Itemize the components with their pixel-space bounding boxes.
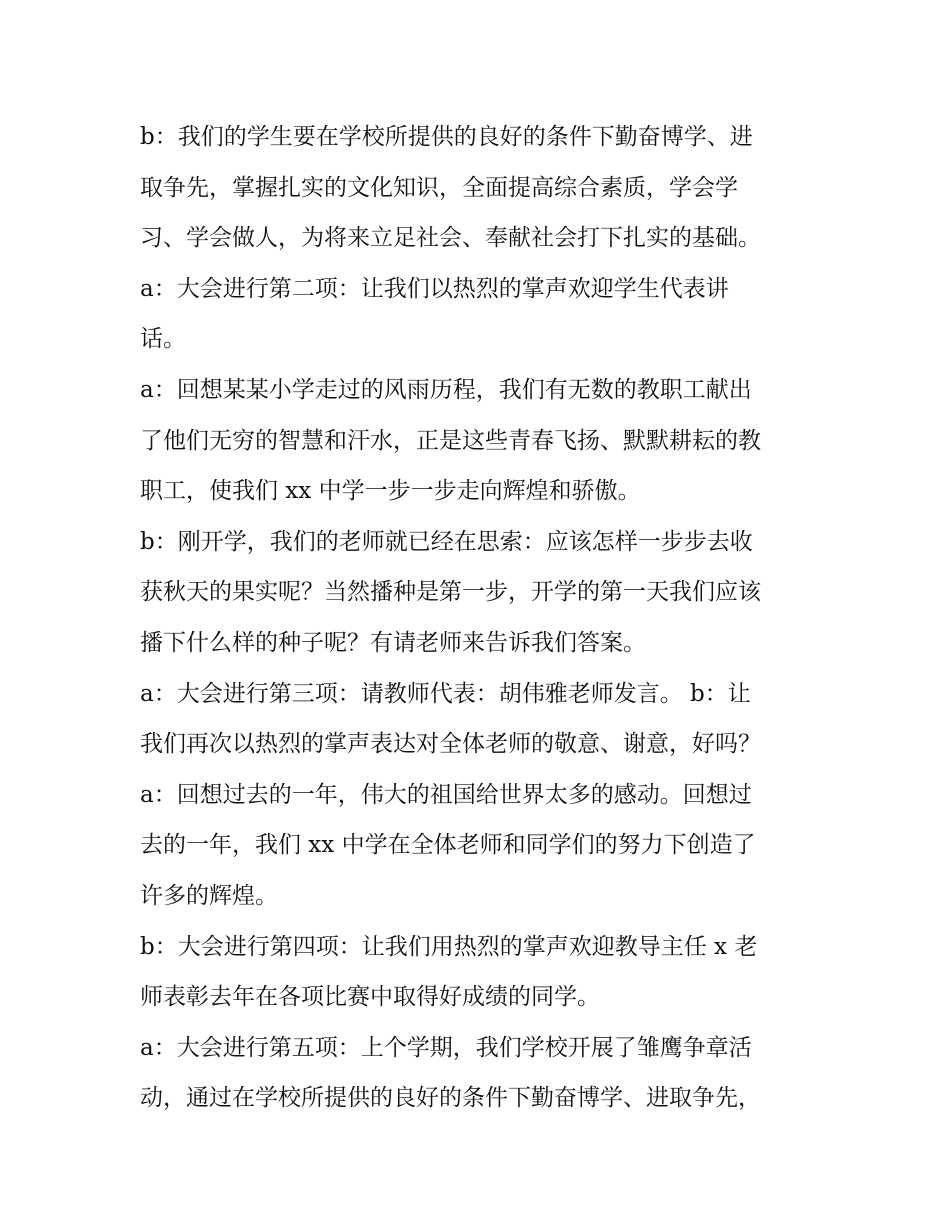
text-line: 话。 <box>140 326 186 353</box>
text-line: 去的一年，我们 xx 中学在全体老师和同学们的努力下创造了 <box>140 832 756 859</box>
text-line: 了他们无穷的智慧和汗水，正是这些青春飞扬、默默耕耘的教 <box>140 427 761 454</box>
text-line: a：大会进行第二项：让我们以热烈的掌声欢迎学生代表讲 <box>140 275 729 302</box>
text-line: 习、学会做人，为将来立足社会、奉献社会打下扎实的基础。 <box>140 225 761 252</box>
text-line: 取争先，掌握扎实的文化知识，全面提高综合素质，学会学 <box>140 174 738 201</box>
text-line: a：回想某某小学走过的风雨历程，我们有无数的教职工献出 <box>140 376 752 403</box>
text-line: 我们再次以热烈的掌声表达对全体老师的敬意、谢意，好吗？ <box>140 731 761 758</box>
text-line: 许多的辉煌。 <box>140 882 278 909</box>
text-line: b：我们的学生要在学校所提供的良好的条件下勤奋博学、进 <box>140 124 753 150</box>
document-body <box>140 112 820 1124</box>
text-line: b：大会进行第四项：让我们用热烈的掌声欢迎教导主任 x 老 <box>140 933 758 960</box>
text-line: 师表彰去年在各项比赛中取得好成绩的同学。 <box>140 984 600 1011</box>
text-line: a：大会进行第三项：请教师代表：胡伟雅老师发言。 b：让 <box>140 680 751 707</box>
text-line: b：刚开学，我们的老师就已经在思索：应该怎样一步步去收 <box>140 528 753 555</box>
text-line: 获秋天的果实呢？当然播种是第一步，开学的第一天我们应该 <box>140 579 761 606</box>
text-line: 职工，使我们 xx 中学一步一步走向辉煌和骄傲。 <box>140 478 641 505</box>
text-line: 播下什么样的种子呢？有请老师来告诉我们答案。 <box>140 629 646 656</box>
text-line: a：大会进行第五项：上个学期，我们学校开展了雏鹰争章活 <box>140 1034 752 1061</box>
text-line: a：回想过去的一年，伟大的祖国给世界太多的感动。回想过 <box>140 781 752 808</box>
text-line: 动，通过在学校所提供的良好的条件下勤奋博学、进取争先， <box>140 1085 761 1112</box>
